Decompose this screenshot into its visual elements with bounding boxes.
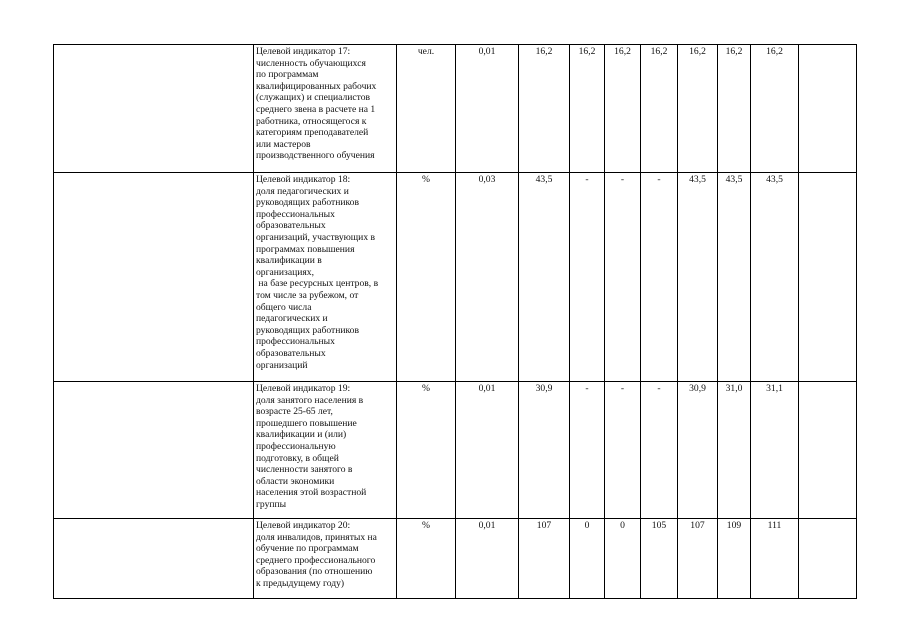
empty-cell	[799, 45, 857, 173]
indicator-name-cell	[254, 45, 397, 173]
indicator-name-line: Целевой индикатор 20:	[256, 520, 351, 531]
indicator-name-cell	[254, 173, 397, 382]
indicator-name-line: группы	[256, 498, 287, 510]
indicator-name-line: профессиональную	[256, 440, 336, 452]
empty-cell	[54, 173, 254, 382]
value-cell: 107	[678, 519, 718, 599]
value-cell: -	[570, 173, 605, 382]
indicator-name-line: численности занятого в	[256, 464, 353, 476]
indicator-name-line: среднего звена в расчете на 1	[256, 103, 376, 115]
indicator-name-line: категориям преподавателей	[256, 127, 369, 139]
empty-cell	[54, 382, 254, 519]
value-cell: -	[641, 382, 678, 519]
indicator-name-line: квалификации в	[256, 255, 322, 267]
empty-cell	[799, 519, 857, 599]
indicators-table	[53, 44, 857, 599]
indicator-name-line: педагогических и	[256, 313, 328, 325]
indicator-name-line: возрасте 25-65 лет,	[256, 406, 333, 418]
indicator-name-line: прошедшего повышение	[256, 417, 357, 429]
indicator-name-line: Целевой индикатор 19:	[256, 383, 351, 394]
indicator-name-line: численность обучающихся	[256, 57, 366, 69]
indicator-name-line: среднего профессионального	[256, 554, 376, 566]
value-cell: 0	[570, 519, 605, 599]
indicator-name-line: организациях,	[256, 266, 314, 278]
value-cell: -	[641, 173, 678, 382]
indicator-name-line: или мастеров	[256, 138, 311, 150]
indicator-name-line: руководящих работников	[256, 324, 360, 336]
value-cell: 105	[641, 519, 678, 599]
value-cell: 16,2	[570, 45, 605, 173]
value-cell: 109	[718, 519, 751, 599]
indicator-name-cell	[254, 382, 397, 519]
indicator-name-line: образовательных	[256, 347, 326, 359]
value-cell: 16,2	[751, 45, 799, 173]
value-cell: 16,2	[678, 45, 718, 173]
weight-cell: 0,01	[456, 519, 519, 599]
indicator-name-line: том числе за рубежом, от	[256, 289, 359, 301]
indicator-name-line: населения этой возрастной	[256, 487, 367, 499]
indicator-name-line: руководящих работников	[256, 197, 360, 209]
value-cell: 30,9	[519, 382, 570, 519]
value-cell: 0	[605, 519, 641, 599]
value-cell: 16,2	[641, 45, 678, 173]
indicator-name-line: организаций	[256, 359, 308, 371]
indicator-name-line: работника, относящегося к	[256, 115, 367, 127]
value-cell: 31,0	[718, 382, 751, 519]
empty-cell	[799, 382, 857, 519]
indicator-name-line: квалификации и (или)	[256, 429, 347, 441]
indicator-name-line: к предыдущему году)	[256, 577, 345, 589]
indicator-name-line: Целевой индикатор 18:	[256, 174, 351, 185]
indicator-name-line: профессиональных	[256, 208, 335, 220]
empty-cell	[799, 173, 857, 382]
indicator-name-line: обучение по программам	[256, 543, 359, 555]
value-cell: 43,5	[751, 173, 799, 382]
weight-cell: 0,01	[456, 382, 519, 519]
indicator-name-line: общего числа	[256, 301, 312, 313]
indicator-name-line: программах повышения	[256, 243, 355, 255]
indicator-name-line: подготовку, в общей	[256, 452, 339, 464]
value-cell: 16,2	[718, 45, 751, 173]
indicator-name-line: организаций, участвующих в	[256, 231, 376, 243]
table-row	[54, 519, 857, 599]
value-cell: 43,5	[678, 173, 718, 382]
empty-cell	[54, 519, 254, 599]
indicator-name-line: профессиональных	[256, 336, 335, 348]
value-cell: 107	[519, 519, 570, 599]
value-cell: -	[605, 173, 641, 382]
unit-cell: %	[397, 519, 456, 599]
empty-cell	[54, 45, 254, 173]
indicator-name-line: по программам	[256, 69, 319, 81]
table-row	[54, 173, 857, 382]
unit-cell: чел.	[397, 45, 456, 173]
unit-cell: %	[397, 173, 456, 382]
indicator-name-line: образования (по отношению	[256, 566, 373, 578]
indicator-name-line: доля занятого населения в	[256, 394, 364, 406]
value-cell: 16,2	[605, 45, 641, 173]
value-cell: 30,9	[678, 382, 718, 519]
value-cell: -	[570, 382, 605, 519]
table-row	[54, 382, 857, 519]
indicator-name-line: на базе ресурсных центров, в	[256, 278, 379, 290]
value-cell: 111	[751, 519, 799, 599]
table-row	[54, 45, 857, 173]
value-cell: 16,2	[519, 45, 570, 173]
unit-cell: %	[397, 382, 456, 519]
indicator-name-line: доля инвалидов, принятых на	[256, 531, 377, 543]
value-cell: 43,5	[519, 173, 570, 382]
indicator-name-line: области экономики	[256, 475, 335, 487]
indicator-name-line: квалифицированных рабочих	[256, 80, 377, 92]
indicator-name-line: доля педагогических и	[256, 185, 349, 197]
value-cell: 43,5	[718, 173, 751, 382]
indicator-name-line: производственного обучения	[256, 150, 375, 162]
value-cell: 31,1	[751, 382, 799, 519]
indicator-name-cell	[254, 519, 397, 599]
indicator-name-line: образовательных	[256, 220, 326, 232]
table-body	[54, 45, 857, 599]
indicator-name-line: Целевой индикатор 17:	[256, 46, 351, 57]
weight-cell: 0,03	[456, 173, 519, 382]
value-cell: -	[605, 382, 641, 519]
indicator-name-line: (служащих) и специалистов	[256, 92, 371, 104]
weight-cell: 0,01	[456, 45, 519, 173]
